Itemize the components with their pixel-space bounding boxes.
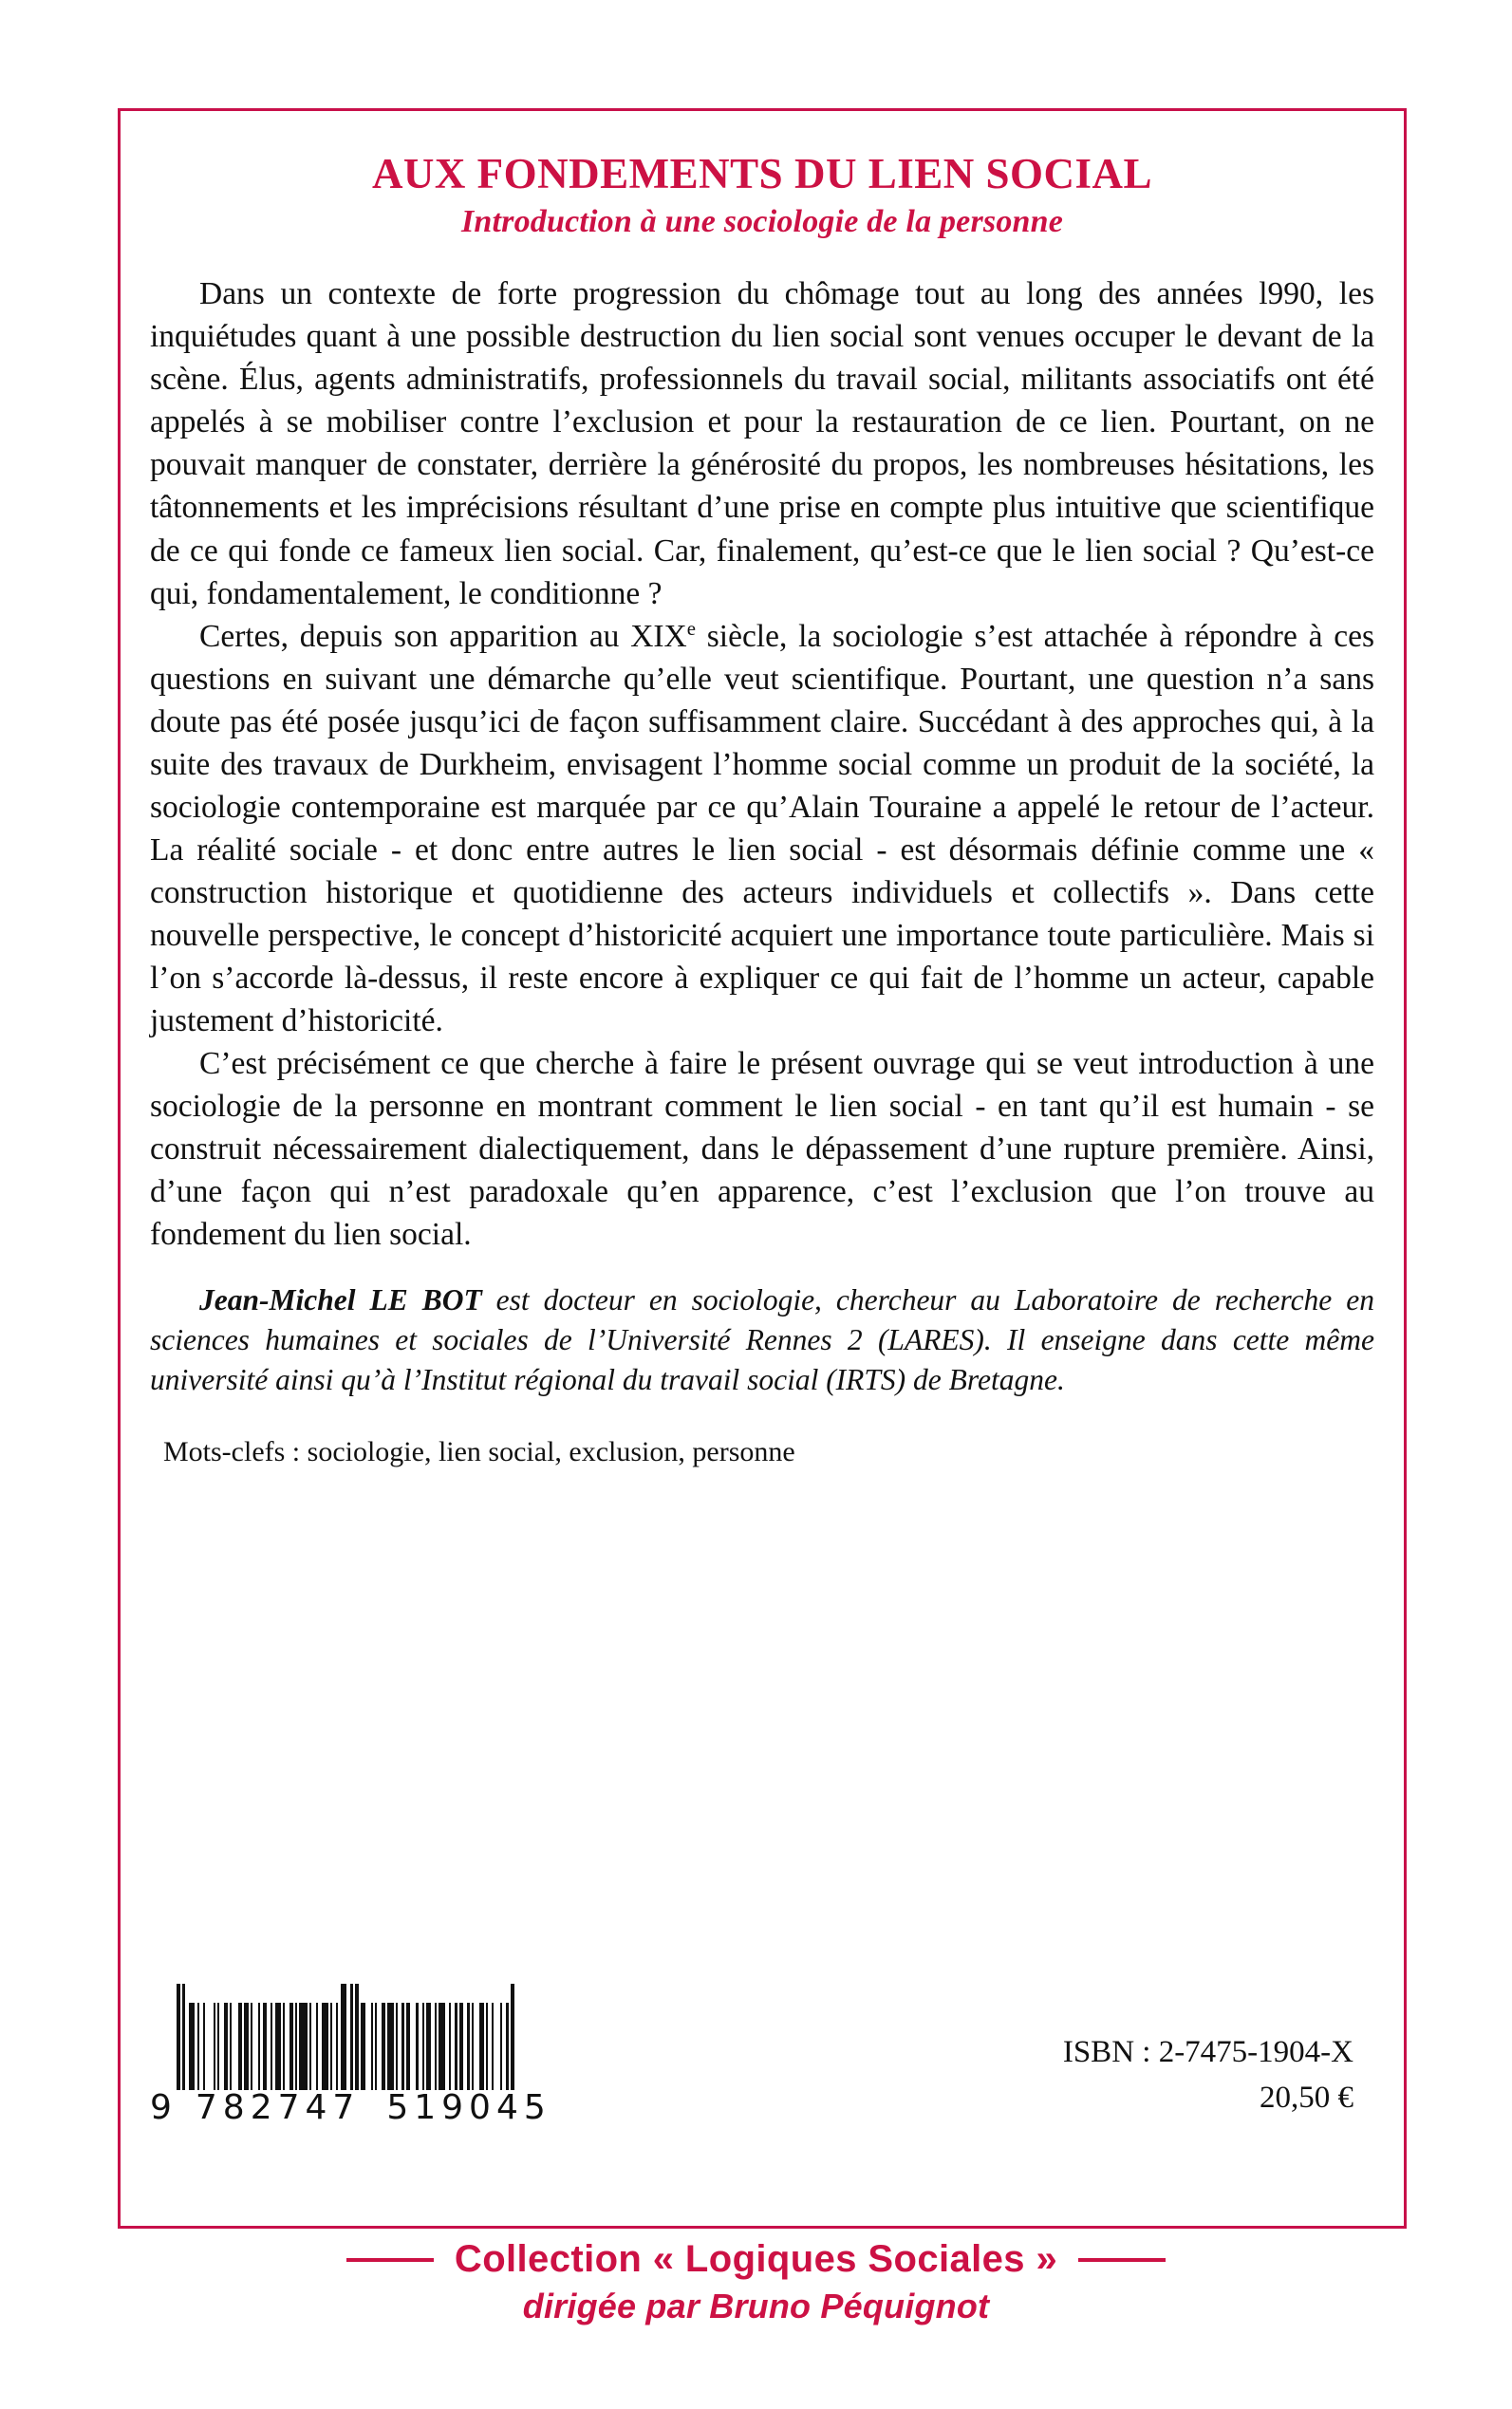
author-biography-text: est docteur en sociologie, chercheur au Laboratoire de recherche en sciences humaines et sociales de l’Université Rennes 2 (LARES). Il enseigne dans cette même université ainsi qu’à l’Institut régional du travail social (IRTS) de Bretagne. (150, 1283, 1374, 1397)
collection-director: dirigée par Bruno Péquignot (522, 2287, 990, 2325)
blurb-paragraph-1: Dans un contexte de forte progression du chômage tout au long des années l990, les inquiétudes quant à une possible destruction du lien social sont venues occuper le devant de la scène. Élus, agents administratifs, professionnels du travail social, militants associatifs ont été appelés à se mobiliser contre l’exclusion et pour la restauration de ce lien. Pourtant, on ne pouvait manquer de constater, derrière la générosité du propos, les nombreuses hésitations, les tâtonnements et les imprécisions résultant d’une prise en compte plus intuitive que scientifique de ce qui fonde ce fameux lien social. Car, finalement, qu’est-ce que le lien social ? Qu’est-ce qui, fondamentalement, le conditionne ? (150, 276, 1374, 611)
author-biography (150, 1280, 1374, 1400)
blurb-paragraph-2-part-b: siècle, la sociologie s’est attachée à répondre à ces questions en suivant une démarche qu’elle veut scientifique. Pourtant, une question n’a sans doute pas été posée jusqu’ici de façon suffisamment claire. Succédant à des approches qui, à la suite des travaux de Durkheim, envisagent l’homme social comme un produit de la société, la sociologie contemporaine est marquée par ce qu’Alain Touraine a appelé le retour de l’acteur. La réalité sociale - et donc entre autres le lien social - est désormais définie comme une « construction historique et quotidienne des acteurs individuels et collectifs ». Dans cette nouvelle perspective, le concept d’historicité acquiert une importance toute particulière. Mais si l’on s’accorde là-dessus, il reste encore à expliquer ce qui fait de l’homme un acteur, capable justement d’historicité. (150, 618, 1375, 1039)
author-name: Jean-Michel LE BOT (199, 1283, 482, 1317)
barcode-isbn-row (150, 1984, 1374, 2127)
barcode-block (150, 1984, 551, 2127)
barcode-lead-digit: 9 (150, 2088, 173, 2127)
blurb-paragraph-2 (150, 615, 1374, 1042)
cover-content (150, 152, 1374, 1468)
keywords-line: Mots-clefs : sociologie, lien social, exclusion, personne (163, 1436, 795, 1467)
barcode-image (177, 1984, 516, 2090)
blurb-paragraph-2-part-a: Certes, depuis son apparition au XIX (199, 618, 687, 654)
page-title: AUX FONDEMENTS DU LIEN SOCIAL (371, 150, 1153, 197)
barcode-group-2: 519045 (386, 2088, 551, 2127)
isbn-text: ISBN : 2-7475-1904-X (1062, 2035, 1353, 2070)
collection-name: Collection « Logiques Sociales » (454, 2238, 1058, 2280)
barcode-digits (150, 2088, 551, 2127)
blurb-paragraph-3: C’est précisément ce que cherche à faire le présent ouvrage qui se veut introduction à une sociologie de la personne en montrant comment le lien social - en tant qu’il est humain - se construit nécessairement dialectiquement, dans le dépassement d’une rupture première. Ainsi, d’une façon qui n’est paradoxale qu’en apparence, c’est l’exclusion que l’on trouve au fondement du lien social. (150, 1046, 1374, 1253)
collection-footer (0, 2238, 1512, 2326)
century-ordinal-superscript: e (686, 617, 696, 640)
page-subtitle: Introduction à une sociologie de la personne (460, 204, 1064, 240)
collection-line (0, 2238, 1512, 2281)
barcode-group-1: 782747 (195, 2088, 361, 2127)
publication-info (1063, 2030, 1374, 2127)
footer-rule-left (346, 2258, 434, 2262)
price-text: 20,50 € (1260, 2081, 1353, 2116)
footer-rule-right (1078, 2258, 1166, 2262)
